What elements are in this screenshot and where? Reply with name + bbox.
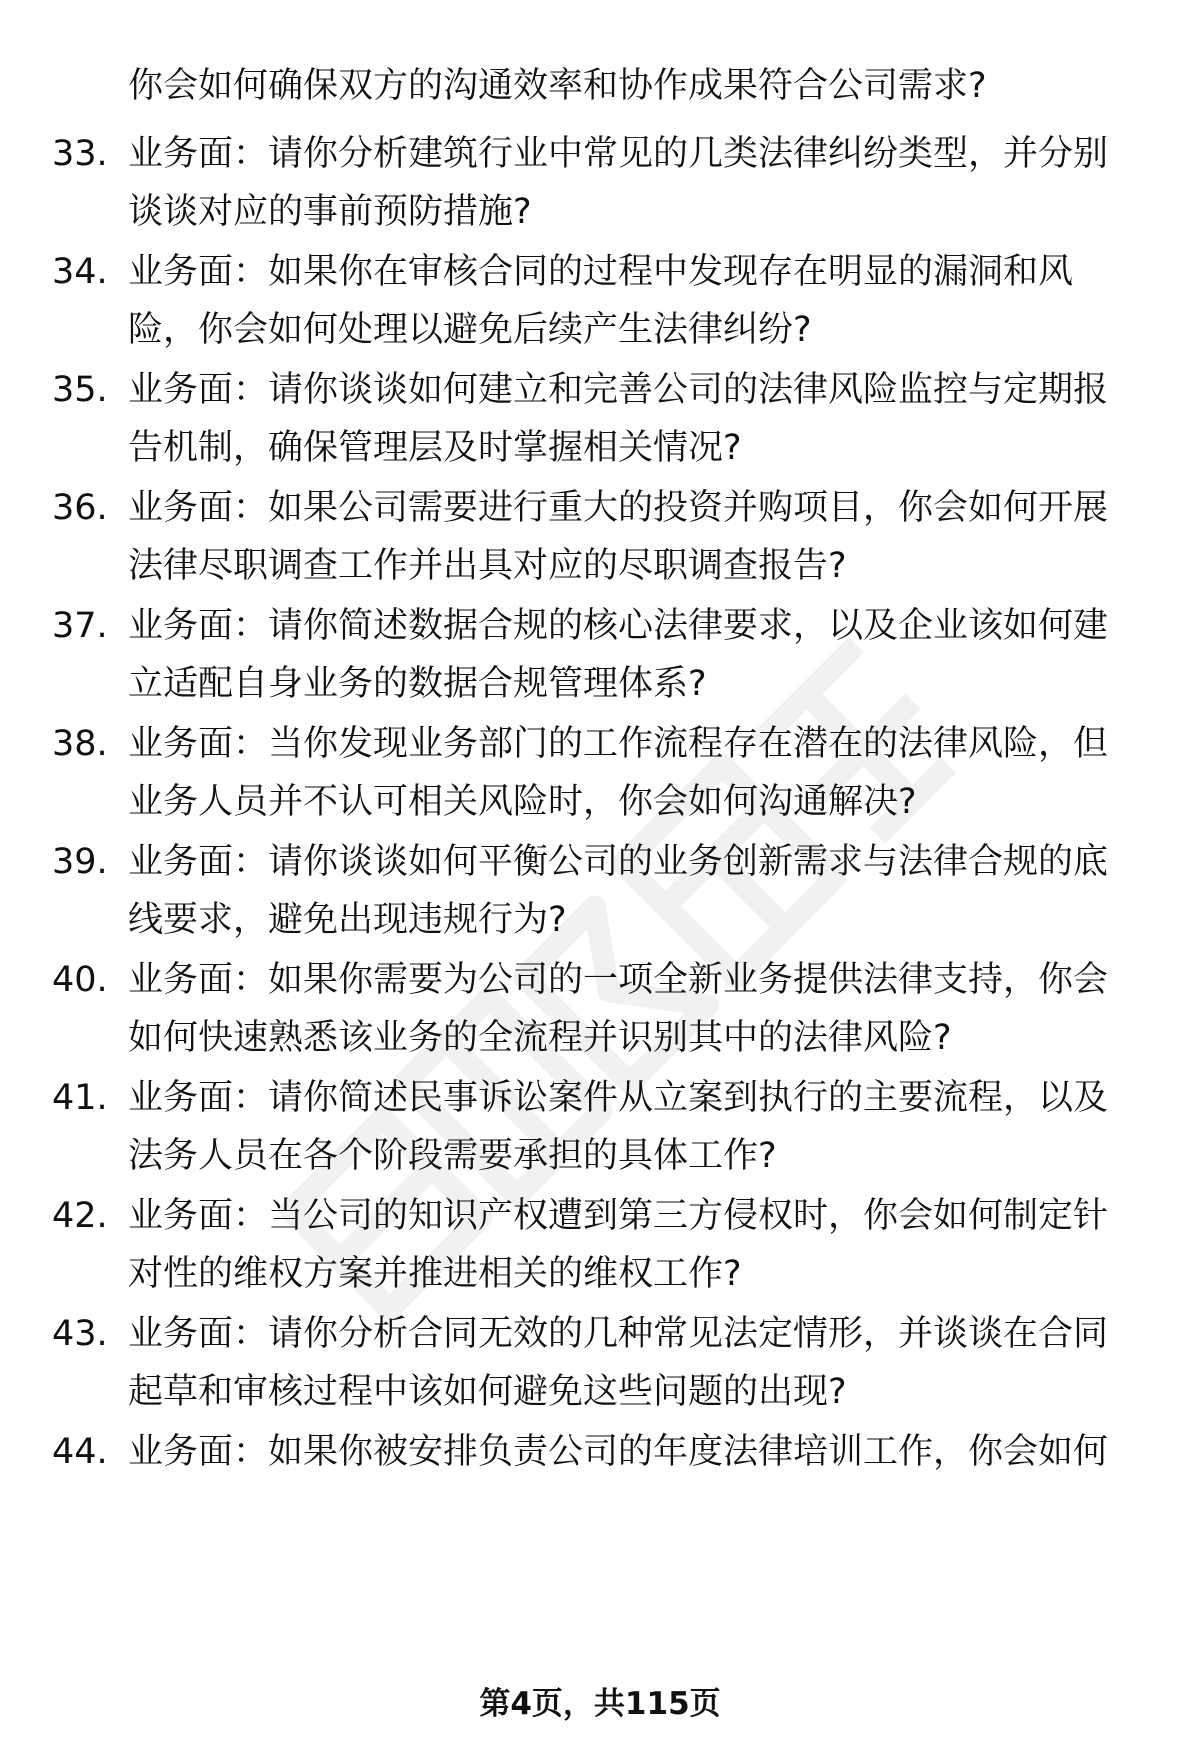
question-text-line: 业务面：如果你需要为公司的一项全新业务提供法律支持，你会 <box>128 960 1109 1000</box>
page-footer: 第4页，共115页 <box>479 1686 721 1722</box>
question-text-line: 业务面：如果你被安排负责公司的年度法律培训工作，你会如何 <box>128 1432 1109 1472</box>
question-text-line: 险，你会如何处理以避免后续产生法律纠纷? <box>128 310 812 350</box>
question-number: 37. <box>52 606 108 646</box>
question-number: 34. <box>52 252 108 292</box>
question-number: 43. <box>52 1314 108 1354</box>
question-text-line: 告机制，确保管理层及时掌握相关情况? <box>128 428 742 468</box>
question-text-line: 立适配自身业务的数据合规管理体系? <box>128 664 707 704</box>
question-text-line: 起草和审核过程中该如何避免这些问题的出现? <box>128 1372 847 1412</box>
question-text-line: 如何快速熟悉该业务的全流程并识别其中的法律风险? <box>128 1018 952 1058</box>
question-text-line: 业务面：如果你在审核合同的过程中发现存在明显的漏洞和风 <box>128 252 1074 292</box>
question-text-line: 业务面：请你分析合同无效的几种常见法定情形，并谈谈在合同 <box>128 1314 1109 1354</box>
question-text-line: 业务面：如果公司需要进行重大的投资并购项目，你会如何开展 <box>128 488 1109 528</box>
question-text-line: 业务面：请你谈谈如何平衡公司的业务创新需求与法律合规的底 <box>128 842 1109 882</box>
question-text-line: 业务面：请你简述民事诉讼案件从立案到执行的主要流程，以及 <box>128 1078 1109 1118</box>
question-number: 42. <box>52 1196 108 1236</box>
question-text-line: 业务面：请你分析建筑行业中常见的几类法律纠纷类型，并分别 <box>128 134 1109 174</box>
question-text-line: 业务人员并不认可相关风险时，你会如何沟通解决? <box>128 782 917 822</box>
question-number: 44. <box>52 1432 108 1472</box>
question-continuation: 你会如何确保双方的沟通效率和协作成果符合公司需求? <box>128 66 987 106</box>
question-number: 39. <box>52 842 108 882</box>
question-number: 35. <box>52 370 108 410</box>
question-number: 36. <box>52 488 108 528</box>
question-number: 40. <box>52 960 108 1000</box>
question-text-line: 业务面：请你简述数据合规的核心法律要求，以及企业该如何建 <box>128 606 1109 646</box>
question-number: 33. <box>52 134 108 174</box>
question-text-line: 谈谈对应的事前预防措施? <box>128 192 532 232</box>
question-text-line: 业务面：当你发现业务部门的工作流程存在潜在的法律风险，但 <box>128 724 1109 764</box>
question-text-line: 业务面：请你谈谈如何建立和完善公司的法律风险监控与定期报 <box>128 370 1109 410</box>
question-text-line: 对性的维权方案并推进相关的维权工作? <box>128 1254 742 1294</box>
question-text-line: 业务面：当公司的知识产权遭到第三方侵权时，你会如何制定针 <box>128 1196 1109 1236</box>
question-text-line: 法律尽职调查工作并出具对应的尽职调查报告? <box>128 546 847 586</box>
question-number: 38. <box>52 724 108 764</box>
question-text-line: 法务人员在各个阶段需要承担的具体工作? <box>128 1136 777 1176</box>
question-number: 41. <box>52 1078 108 1118</box>
question-text-line: 线要求，避免出现违规行为? <box>128 900 567 940</box>
